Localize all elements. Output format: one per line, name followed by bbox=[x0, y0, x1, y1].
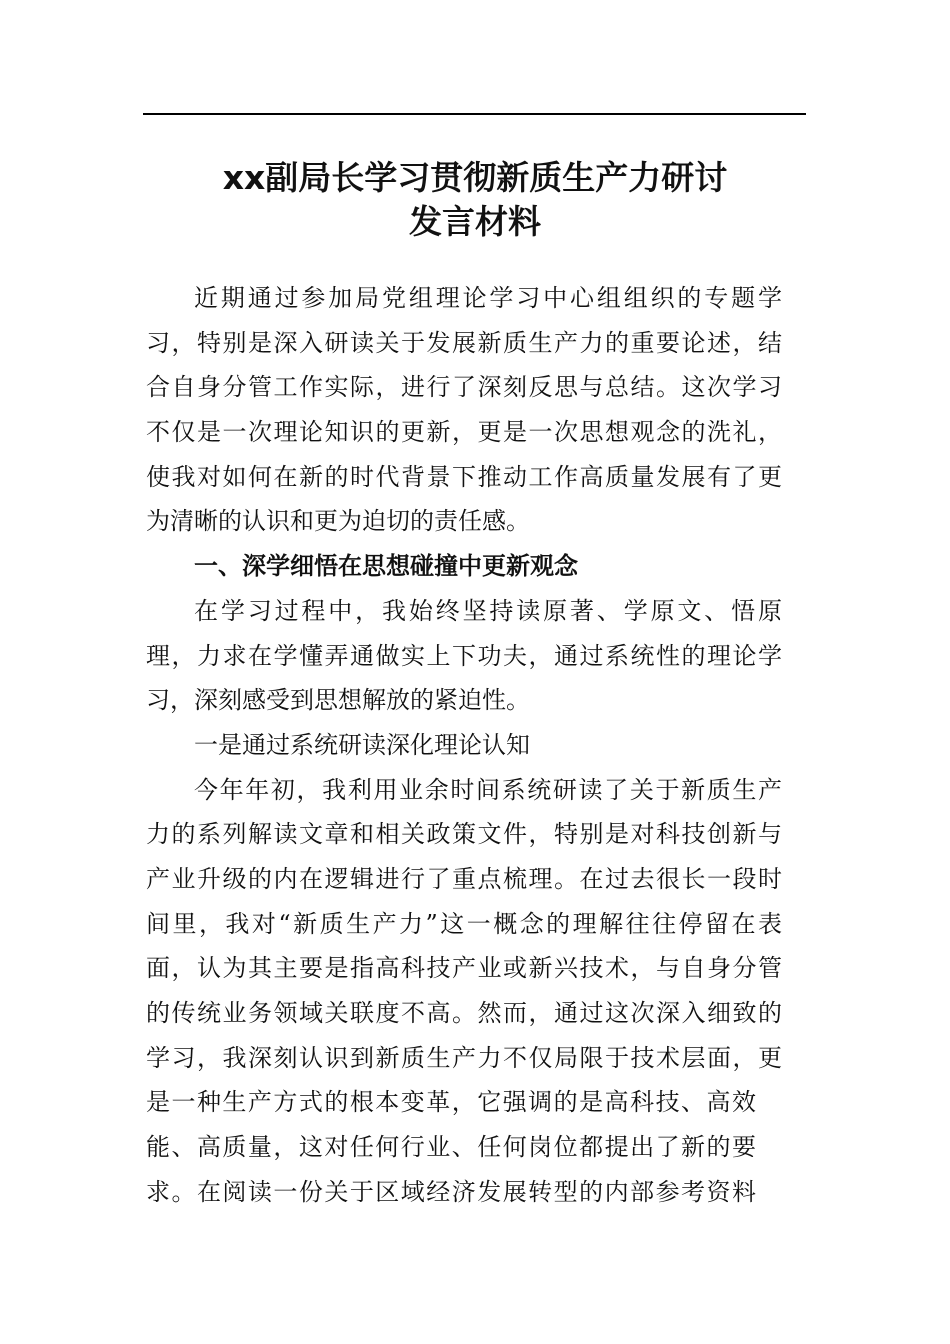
text-line: 的传统业务领域关联度不高。然而，通过这次深入细致的 bbox=[146, 999, 782, 1027]
intro-paragraph bbox=[146, 276, 782, 544]
text-line: 产业升级的内在逻辑进行了重点梳理。在过去很长一段时 bbox=[146, 864, 782, 893]
text-line: 使我对如何在新的时代背景下推动工作高质量发展有了更 bbox=[146, 462, 782, 491]
text-line: 力的系列解读文章和相关政策文件，特别是对科技创新与 bbox=[146, 820, 782, 849]
text-line: 在学习过程中，我始终坚持读原著、学原文、悟原 bbox=[194, 596, 782, 625]
sub1-paragraph bbox=[146, 768, 782, 1215]
text-line: 面，认为其主要是指高科技产业或新兴技术，与自身分管 bbox=[146, 954, 782, 983]
section1-paragraph bbox=[146, 589, 782, 723]
text-line: 今年年初，我利用业余时间系统研读了关于新质生产 bbox=[194, 775, 782, 804]
text-line: 为清晰的认识和更为迫切的责任感。 bbox=[146, 507, 530, 536]
text-line: 不仅是一次理论知识的更新，更是一次思想观念的洗礼， bbox=[146, 418, 782, 447]
text-line: 能、高质量，这对任何行业、任何岗位都提出了新的要 bbox=[146, 1133, 756, 1162]
text-line: 求。在阅读一份关于区域经济发展转型的内部参考资料 bbox=[146, 1177, 756, 1206]
document-title-line-2: 发言材料 bbox=[409, 202, 541, 241]
header-rule bbox=[143, 113, 806, 115]
text-line: 习，深刻感受到思想解放的紧迫性。 bbox=[146, 686, 530, 715]
document-body bbox=[146, 276, 782, 1214]
section-heading: 一、深学细悟在思想碰撞中更新观念 bbox=[194, 552, 578, 581]
subheading: 一是通过系统研读深化理论认知 bbox=[194, 730, 530, 759]
text-line: 学习，我深刻认识到新质生产力不仅局限于技术层面，更 bbox=[146, 1043, 782, 1072]
text-line: 理，力求在学懂弄通做实上下功夫，通过系统性的理论学 bbox=[146, 641, 782, 670]
document-title-line-1: xx副局长学习贯彻新质生产力研讨 bbox=[222, 158, 728, 197]
text-line: 是一种生产方式的根本变革，它强调的是高科技、高效 bbox=[146, 1088, 756, 1117]
text-line: 近期通过参加局党组理论学习中心组组织的专题学 bbox=[194, 284, 782, 312]
text-line: 合自身分管工作实际，进行了深刻反思与总结。这次学习 bbox=[146, 373, 782, 402]
text-line: 间里，我对“新质生产力”这一概念的理解往往停留在表 bbox=[146, 909, 782, 938]
text-line: 习，特别是深入研读关于发展新质生产力的重要论述，结 bbox=[146, 328, 782, 357]
